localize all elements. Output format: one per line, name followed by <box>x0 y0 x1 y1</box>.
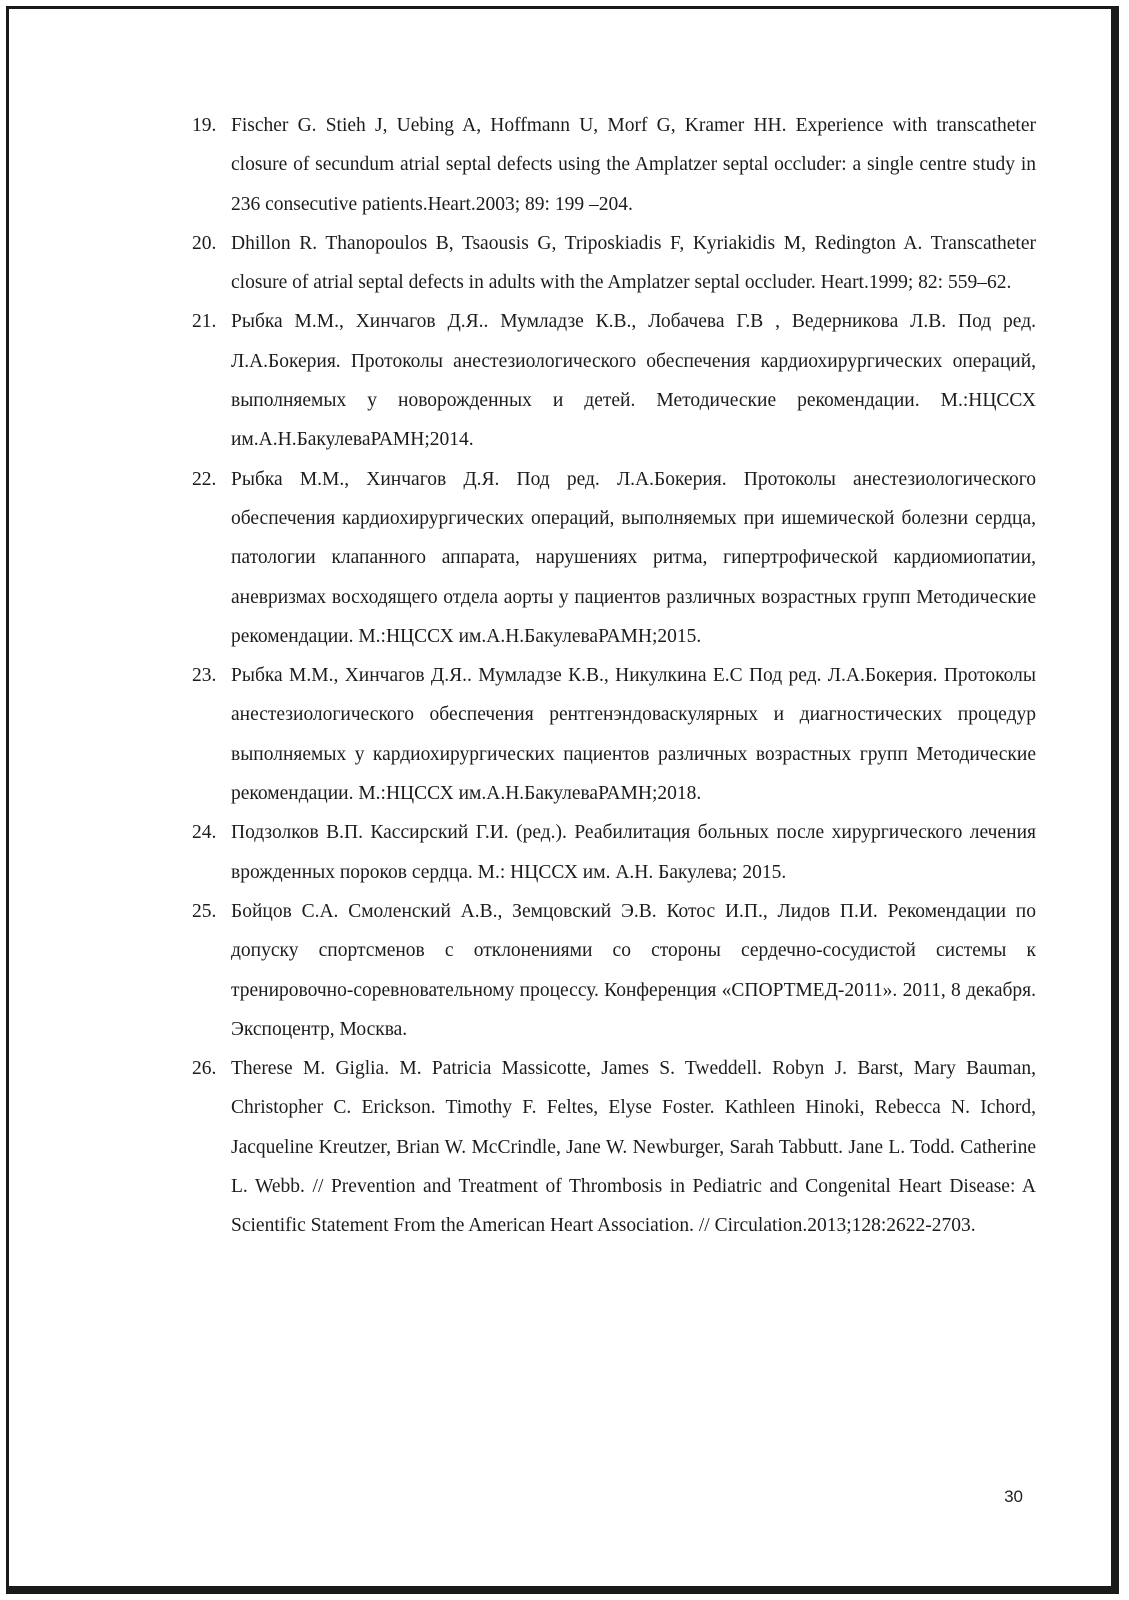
reference-number: 20. <box>192 232 217 254</box>
reference-text: Подзолков В.П. Кассирский Г.И. (ред.). Реабилитация больных после хирургического лечения врожденных пороков сердца. М.: НЦССХ им. А.Н. Бакулева; 2015. <box>231 822 1036 883</box>
reference-number: 26. <box>192 1058 217 1080</box>
reference-text: Рыбка М.М., Хинчагов Д.Я. Под ред. Л.А.Бокерия. Протоколы анестезиологического обеспечения кардиохирургических операций, выполняемых при ишемической болезни сердца, патологии клапанного аппарата, нарушениях ритма, гипертрофической кардиомиопатии, аневризмах восходящего отдела аорты у пациентов различных возрастных групп Методические рекомендации. М.:НЦССХ им.А.Н.БакулеваРАМН;2015. <box>231 468 1036 647</box>
reference-text: Рыбка М.М., Хинчагов Д.Я.. Мумладзе К.В., Никулкина Е.С Под ред. Л.А.Бокерия. Протоколы анестезиологического обеспечения рентгенэндоваскулярных и диагностических процедур выполняемых у кардиохирургических пациентов различных возрастных групп Методические рекомендации. М.:НЦССХ им.А.Н.БакулеваРАМН;2018. <box>231 665 1036 805</box>
reference-number: 23. <box>192 665 217 687</box>
reference-text: Therese M. Giglia. M. Patricia Massicotte, James S. Tweddell. Robyn J. Barst, Mary Bauman, Christopher C. Erickson. Timothy F. Feltes, Elyse Foster. Kathleen Hinoki, Rebecca N. Ichord, Jacqueline Kreutzer, Brian W. McCrindle, Jane W. Newburger, Sarah Tabbutt. Jane L. Todd. Catherine L. Webb. // Prevention and Treatment of Thrombosis in Pediatric and Congenital Heart Disease: A Scientific Statement From the American Heart Association. // Circulation.2013;128:2622-2703. <box>231 1058 1036 1237</box>
page-number: 30 <box>1004 1487 1023 1506</box>
reference-number: 22. <box>192 468 217 490</box>
reference-text: Dhillon R. Thanopoulos B, Tsaousis G, Triposkiadis F, Kyriakidis M, Redington A. Transcatheter closure of atrial septal defects in adults with the Amplatzer septal occluder. Heart.1999; 82: 559–62. <box>231 232 1036 294</box>
reference-number: 19. <box>192 115 217 136</box>
reference-item <box>9 106 1111 224</box>
reference-item <box>9 1049 1111 1245</box>
reference-item <box>9 892 1111 1049</box>
reference-text: Рыбка М.М., Хинчагов Д.Я.. Мумладзе К.В., Лобачева Г.В , Ведерникова Л.В. Под ред. Л.А.Бокерия. Протоколы анестезиологического обеспечения кардиохирургических операций, выполняемых у новорожденных и детей. Методические рекомендации. М.:НЦССХ им.А.Н.БакулеваРАМН;2014. <box>231 311 1036 451</box>
document-page <box>6 6 1119 1594</box>
reference-item <box>9 460 1111 656</box>
reference-item <box>9 302 1111 459</box>
reference-number: 21. <box>192 311 217 333</box>
reference-text: Бойцов С.А. Смоленский А.В., Земцовский Э.В. Котос И.П., Лидов П.И. Рекомендации по допуску спортсменов с отклонениями со стороны сердечно-сосудистой системы к тренировочно-соревновательному процессу. Конференция «СПОРТМЕД-2011». 2011, 8 декабря. Экспоцентр, Москва. <box>231 900 1036 1040</box>
reference-number: 25. <box>192 900 217 922</box>
reference-item <box>9 813 1111 892</box>
reference-number: 24. <box>192 822 217 844</box>
reference-item <box>9 224 1111 303</box>
reference-list <box>9 106 1111 1246</box>
reference-item <box>9 656 1111 813</box>
reference-text: Fischer G. Stieh J, Uebing A, Hoffmann U, Morf G, Kramer HH. Experience with transcatheter closure of secundum atrial septal defects using the Amplatzer septal occluder: a single centre study in 236 consecutive patients.Heart.2003; 89: 199 –204. <box>231 115 1036 215</box>
